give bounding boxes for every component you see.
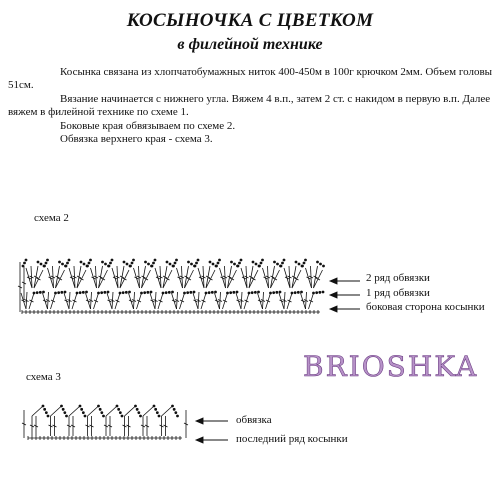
chain-dot [101,412,103,414]
chain-dot [208,292,210,294]
chain-dot [169,263,171,265]
chain-dot [141,292,143,294]
chain-dot [122,292,124,294]
chain-dot [130,265,132,267]
chain-dot [254,291,256,293]
chain-dot [119,292,121,294]
chain-dot [173,408,175,410]
chain-dot [239,262,241,264]
chain-dot [154,259,156,261]
chain-dot [236,291,238,293]
scheme2-chart [18,259,325,314]
arch-line [143,406,154,416]
arrow-head [196,418,203,424]
chain-dot [82,291,84,293]
chain-dot [303,262,305,264]
chain-dot [102,261,104,263]
chain-dot [320,263,322,265]
chain-dot [212,263,214,265]
chain-dot [121,415,123,417]
chain-dot [47,259,49,261]
chain-dot [147,291,149,293]
chain-dot [98,292,100,294]
chain-dot [39,291,41,293]
arch-line [125,406,136,416]
chain-dot [107,291,109,293]
chain-dot [45,262,47,264]
chain-dot [283,259,285,261]
chain-dot [33,292,35,294]
chain-dot [294,292,296,294]
chain-dot [262,259,264,261]
scheme3-annotation-edging: обвязка [236,414,272,426]
chain-dot [62,408,64,410]
chain-dot [76,292,78,294]
chain-dot [166,261,168,263]
chain-dot [145,261,147,263]
chain-dot [129,291,131,293]
arch-line [51,406,62,416]
chain-dot [205,292,207,294]
scheme2-annotation-side: боковая сторона косынки [366,301,485,313]
chain-dot [277,263,279,265]
chain-dot [230,292,232,294]
chain-dot [101,292,103,294]
chain-dot [105,263,107,265]
chain-dot [193,291,195,293]
instruction-paragraph: Косынка связана из хлопчатобумажных ниток 400-450м в 100г крючком 2мм. Объем головы 51см. [8,66,493,92]
chain-dot [316,292,318,294]
chain-dot [188,261,190,263]
chain-dot [103,415,105,417]
chain-dot [118,408,120,410]
arrow-head [330,292,337,298]
scheme2-label: схема 2 [34,212,69,224]
chain-dot [144,292,146,294]
chain-dot [305,259,307,261]
chain-dot [248,292,250,294]
chain-dot [126,263,128,265]
chain-dot [133,259,135,261]
chain-dot [174,262,176,264]
chain-dot [86,291,88,293]
chain-dot [274,261,276,263]
chain-dot [148,263,150,265]
chain-dot [79,292,81,294]
chain-dot [155,408,157,410]
chain-dot [322,291,324,293]
instruction-paragraph: Обвязка верхнего края - схема 3. [60,133,213,146]
chain-dot [158,415,160,417]
chain-dot [259,265,261,267]
chain-dot [123,261,125,263]
chain-dot [234,263,236,265]
chain-dot [44,408,46,410]
chain-dot [276,291,278,293]
scheme2-annotation-row2: 2 ряд обвязки [366,272,430,284]
chain-dot [184,292,186,294]
chain-dot [83,263,85,265]
chain-dot [209,261,211,263]
chain-dot [80,261,82,263]
chain-dot [297,291,299,293]
chain-dot [104,291,106,293]
chain-dot [172,291,174,293]
chain-dot [116,405,118,407]
chain-dot [313,292,315,294]
chain-dot [84,415,86,417]
chain-dot [68,259,70,261]
instruction-paragraph: Вязание начинается с нижнего угла. Вяжем 4 в.п., затем 2 ст. с накидом в первую в.п. Далее вяжем в филейной технике по схеме 1. [8,92,491,119]
chain-dot [219,259,221,261]
scheme3-label: схема 3 [26,371,61,383]
chain-dot [43,291,45,293]
arrow-head [330,278,337,284]
chain-dot [150,291,152,293]
chain-dot [61,405,63,407]
chain-dot [231,261,233,263]
scheme3-chart [22,405,188,440]
chain-dot [153,405,155,407]
chain-dot [273,292,275,294]
chain-dot [42,405,44,407]
arch-line [162,406,173,416]
page-title: КОСЫНОЧКА С ЦВЕТКОМ [126,10,374,31]
chain-dot [88,262,90,264]
chain-dot [81,408,83,410]
arrow-head [330,306,337,312]
chain-dot [108,265,110,267]
chain-dot [65,265,67,267]
chain-dot [252,261,254,263]
chain-dot [66,415,68,417]
chain-dot [237,265,239,267]
chain-dot [119,412,121,414]
chain-dot [87,265,89,267]
chain-dot [136,408,138,410]
chain-dot [233,291,235,293]
arch-line [106,406,117,416]
chain-dot [162,292,164,294]
chain-dot [177,415,179,417]
chain-dot [240,259,242,261]
chain-dot [175,412,177,414]
arrows [196,278,360,443]
chain-dot [216,265,218,267]
chain-dot [196,262,198,264]
chain-dot [319,291,321,293]
chain-dot [317,261,319,263]
chain-dot [301,291,303,293]
scheme3-annotation-last-row: последний ряд косынки [236,433,348,445]
page-subtitle: в филейной технике [177,36,323,53]
chain-dot [47,415,49,417]
scheme2-annotation-row1: 1 ряд обвязки [366,287,430,299]
chain-dot [270,292,272,294]
chain-dot [211,291,213,293]
chain-dot [138,412,140,414]
chain-dot [151,265,153,267]
arch-line [32,406,43,416]
arrow-head [196,437,203,443]
brioshka-watermark-logo: BRIOSHKA [303,350,479,383]
chain-dot [58,292,60,294]
chain-dot [98,405,100,407]
chain-dot [215,291,217,293]
chain-dot [110,262,112,264]
chain-dot [251,292,253,294]
chain-dot [90,259,92,261]
chain-dot [168,291,170,293]
chain-dot [59,261,61,263]
chain-dot [295,261,297,263]
chain-dot [24,262,26,264]
chain-dot [165,292,167,294]
chain-dot [55,292,57,294]
chain-dot [298,263,300,265]
chain-dot [191,263,193,265]
chain-dot [153,262,155,264]
chain-dot [280,265,282,267]
chain-dot [131,262,133,264]
chain-dot [323,265,325,267]
chain-dot [227,292,229,294]
chain-dot [187,292,189,294]
chain-dot [291,292,293,294]
chain-dot [44,265,46,267]
chain-dot [255,263,257,265]
chain-dot [61,291,63,293]
chain-dot [197,259,199,261]
chain-dot [45,412,47,414]
chain-dot [190,291,192,293]
chain-dot [156,412,158,414]
chain-dot [111,259,113,261]
chain-dot [260,262,262,264]
chain-dot [135,405,137,407]
chain-dot [82,412,84,414]
chain-dot [140,415,142,417]
chain-dot [176,259,178,261]
chain-dot [62,263,64,265]
chain-dot [172,405,174,407]
arch-line [69,406,80,416]
chain-dot [217,262,219,264]
chain-dot [302,265,304,267]
chain-dot [40,263,42,265]
chain-dot [25,259,27,261]
chain-dot [173,265,175,267]
chain-dot [36,292,38,294]
chain-dot [64,412,66,414]
chain-dot [99,408,101,410]
chain-dot [279,291,281,293]
chain-dot [282,262,284,264]
chain-dot [125,291,127,293]
chain-dot [79,405,81,407]
instruction-paragraph: Боковые края обвязываем по схеме 2. [60,119,236,132]
chain-dot [64,291,66,293]
chain-dot [37,261,39,263]
chain-dot [194,265,196,267]
arch-line [88,406,99,416]
chain-dot [67,262,69,264]
chain-dot [258,291,260,293]
